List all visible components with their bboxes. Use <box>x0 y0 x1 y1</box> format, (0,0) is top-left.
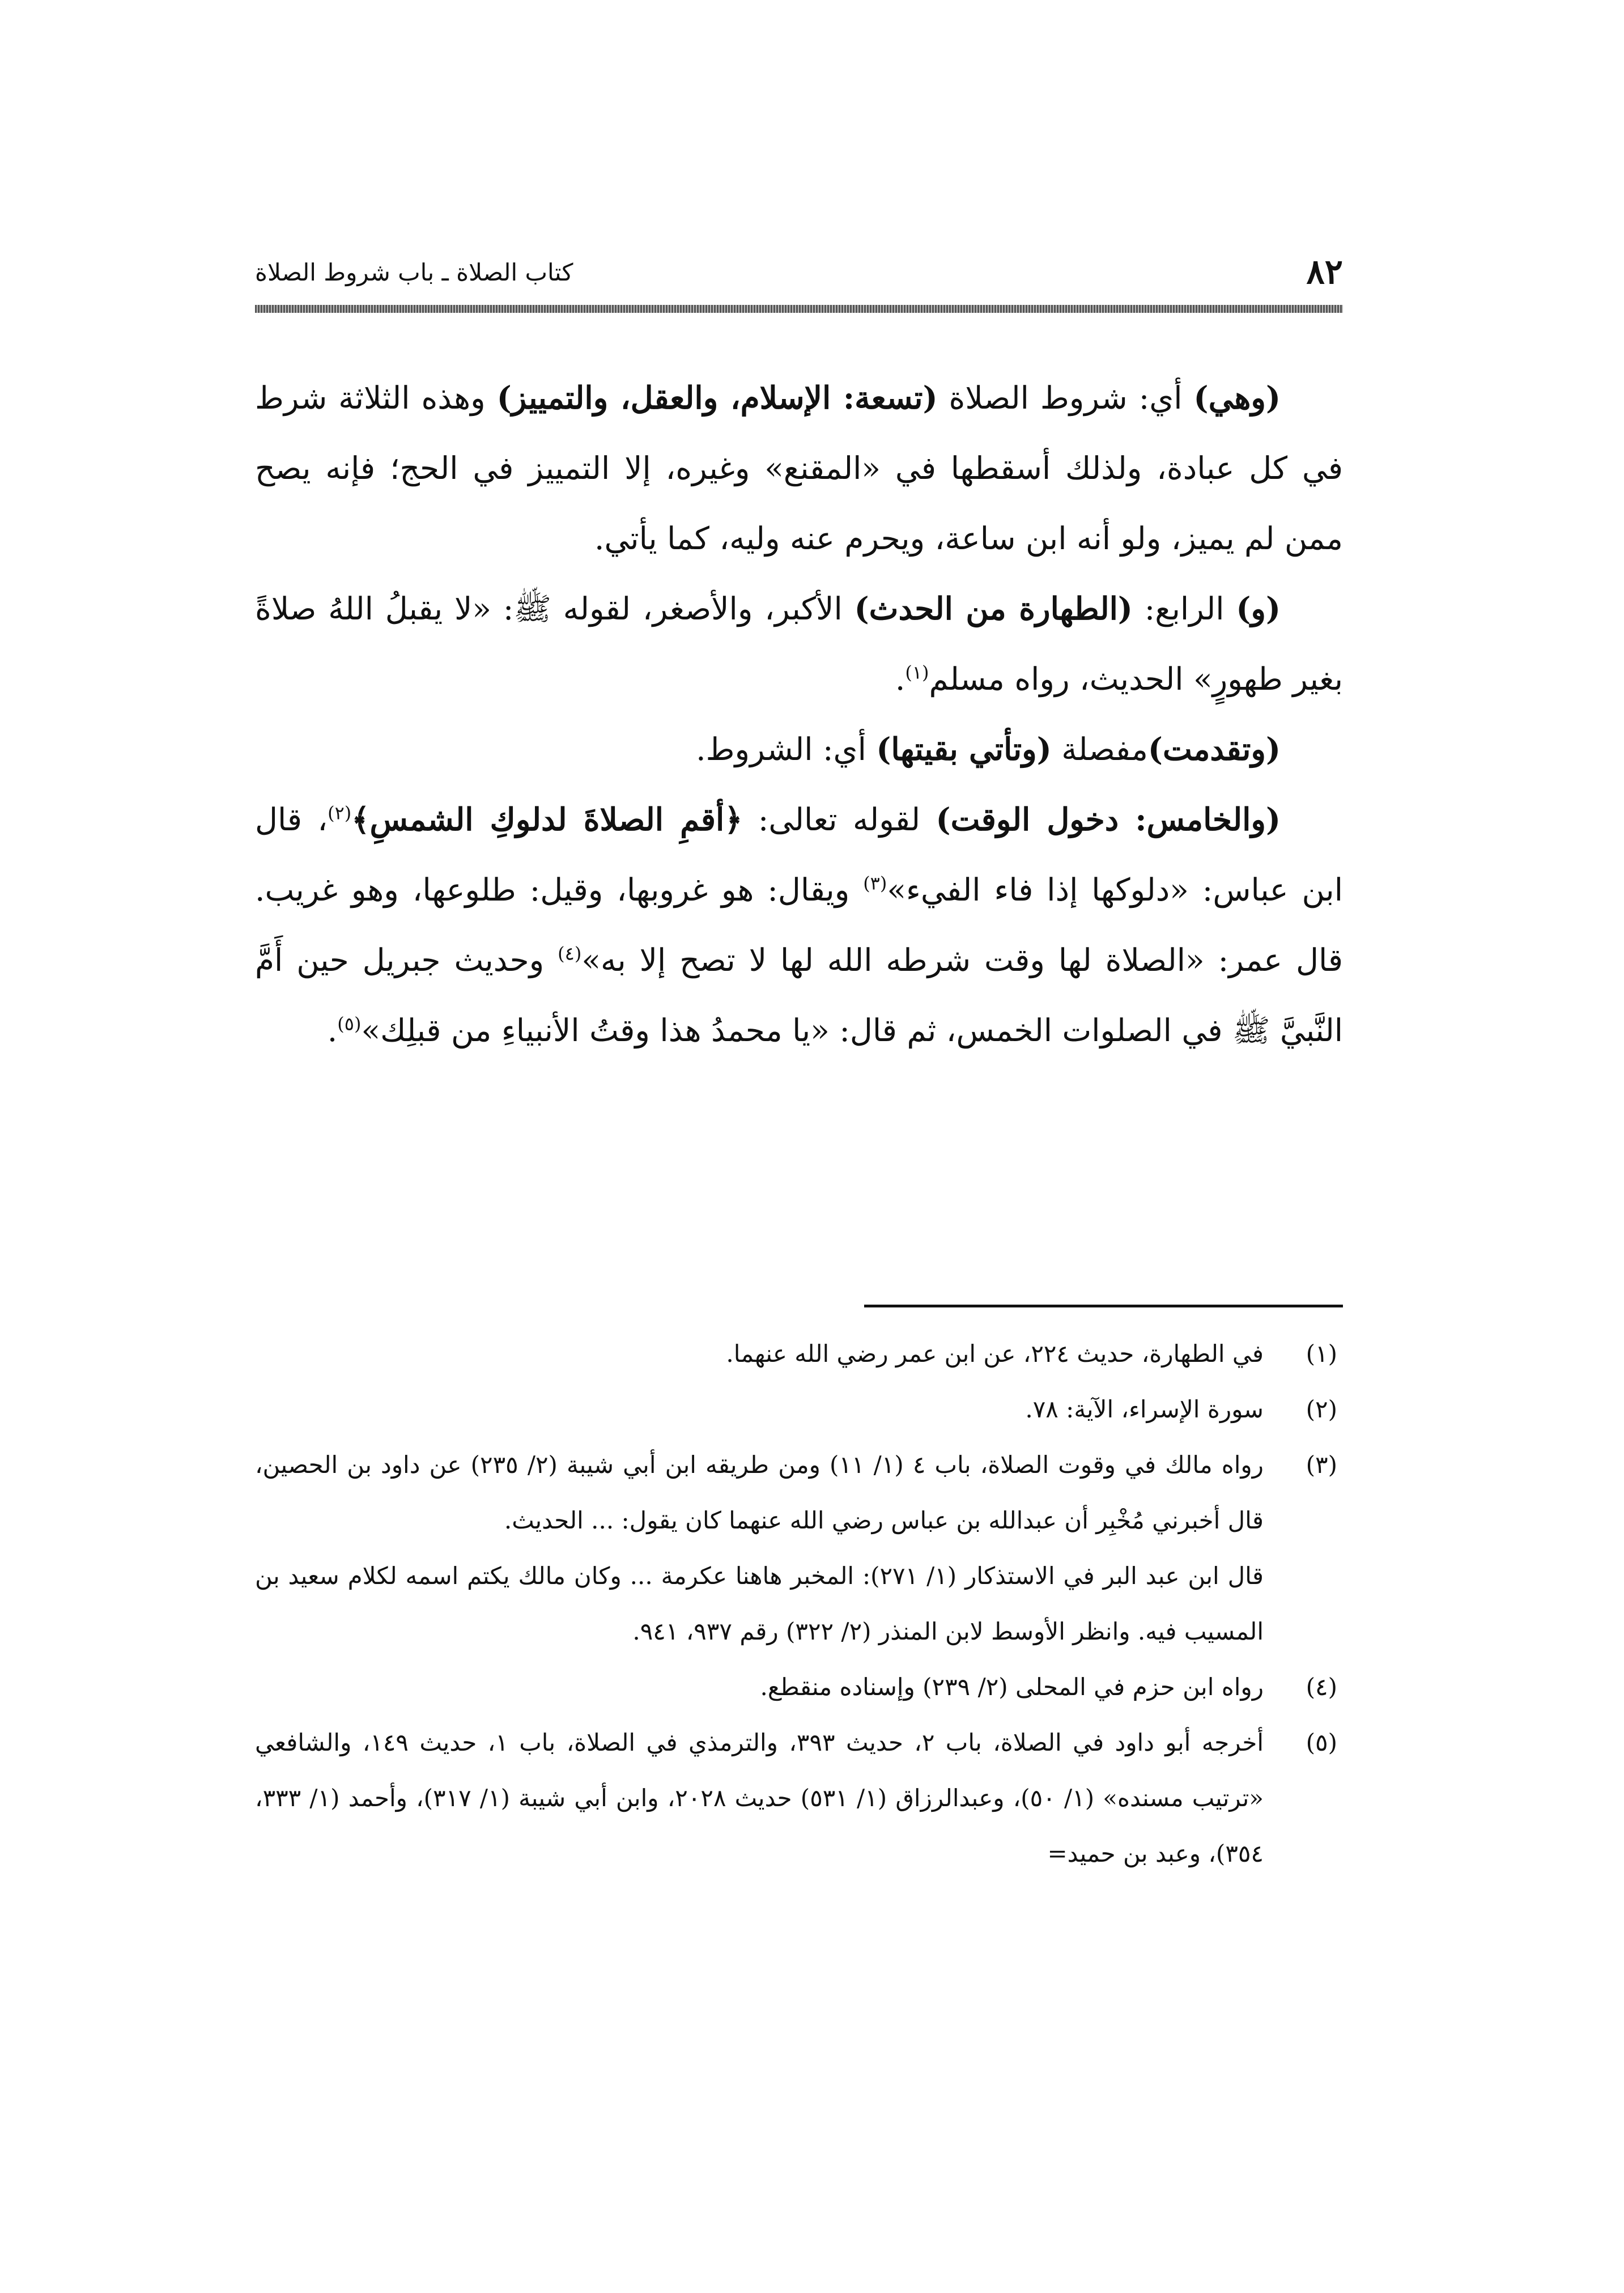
footnote-number: (٥) <box>1306 1729 1337 1756</box>
footnote-ref: (٤) <box>558 942 582 965</box>
text-run: وهذه الثلاثة شرط في كل عبادة، ولذلك أسقطها في «المقنع» وغيره، إلا التمييز في الحج؛ فإنه يصح ممن لم يميز، ولو أنه ابن ساعة، ويحرم عنه وليه، كما يأتي. <box>255 380 1343 557</box>
footnote-ref: (١) <box>905 661 929 683</box>
footnote-ref: (٢) <box>328 802 352 824</box>
text-run: الرابع: <box>1132 591 1236 627</box>
text-run: مفصلة <box>1051 731 1148 767</box>
bold-term: (وتأتي بقيتها) <box>876 731 1052 767</box>
text-run: . <box>327 1012 338 1048</box>
footnote-item <box>255 1715 1343 1882</box>
page-header <box>255 249 1343 295</box>
footnote-paragraph: سورة الإسراء، الآية: ٧٨. <box>1025 1395 1264 1423</box>
footnote-text <box>255 1326 1264 1382</box>
text-run: أي: شروط الصلاة <box>937 380 1194 416</box>
footnote-item <box>255 1326 1343 1382</box>
footnote-number: (٤) <box>1306 1673 1337 1701</box>
main-text <box>255 363 1343 1065</box>
footnote-ref: (٣) <box>863 872 887 894</box>
paragraph-fifth <box>255 784 1343 1065</box>
footnote-separator <box>864 1305 1343 1307</box>
footnote-ref: (٥) <box>337 1013 362 1035</box>
footnote-paragraph: رواه ابن حزم في المحلى (٢/ ٢٣٩) وإسناده منقطع. <box>760 1673 1264 1701</box>
footnote-text <box>255 1437 1264 1659</box>
paragraph-previous <box>255 714 1343 784</box>
footnote-paragraph: رواه مالك في وقوت الصلاة، باب ٤ (١/ ١١) ومن طريقه ابن أبي شيبة (٢/ ٢٣٥) عن داود بن الحصين، قال أخبرني مُخْبِر أن عبدالله بن عباس رضي الله عنهما كان يقول: ... الحديث. <box>255 1451 1264 1534</box>
footnotes <box>255 1326 1343 1882</box>
footnote-number: (٣) <box>1306 1451 1337 1479</box>
footnote-text <box>255 1659 1264 1715</box>
text-run: الأكبر، والأصغر، لقوله ﷺ: «لا يقبلُ اللهُ صلاةً بغير طهورٍ» الحديث، رواه مسلم <box>255 591 1343 697</box>
bold-term: (وتقدمت) <box>1147 731 1281 767</box>
bold-term: (و) <box>1236 590 1281 627</box>
bold-term: (والخامس: دخول الوقت) <box>936 801 1281 838</box>
footnote-text <box>255 1382 1264 1437</box>
footnote-item <box>255 1437 1343 1659</box>
text-run: . <box>895 661 905 697</box>
paragraph-fourth <box>255 574 1343 714</box>
bold-term: ﴿أقمِ الصلاةَ لدلوكِ الشمسِ﴾ <box>351 801 743 838</box>
running-title: كتاب الصلاة ـ باب شروط الصلاة <box>255 258 573 286</box>
footnote-text <box>255 1715 1264 1882</box>
bold-term: (وهي) <box>1193 379 1281 416</box>
header-rule <box>255 305 1343 313</box>
footnote-item <box>255 1382 1343 1437</box>
footnote-paragraph: أخرجه أبو داود في الصلاة، باب ٢، حديث ٣٩٣، والترمذي في الصلاة، باب ١، حديث ١٤٩، والشافعي «ترتيب مسنده» (١/ ٥٠)، وعبدالرزاق (١/ ٥٣١) حديث ٢٠٢٨، وابن أبي شيبة (١/ ٣١٧)، وأحمد (١/ ٣٣٣، ٣٥٤)، وعبد بن حميد= <box>255 1729 1264 1867</box>
paragraph-conditions <box>255 363 1343 574</box>
footnote-number: (١) <box>1306 1340 1337 1368</box>
page-number: ٨٢ <box>1306 252 1343 292</box>
text-run: ويقال: هو غروبها، وقيل: طلوعها، وهو غريب. قال عمر: «الصلاة لها وقت شرطه الله لها لا تصح إلا به» <box>255 872 1343 978</box>
text-run: لقوله تعالى: <box>742 801 936 838</box>
footnote-paragraph: قال ابن عبد البر في الاستذكار (١/ ٢٧١): المخبر هاهنا عكرمة ... وكان مالك يكتم اسمه لكلام سعيد بن المسيب فيه. وانظر الأوسط لابن المنذر (٢/ ٣٢٢) رقم ٩٣٧، ٩٤١. <box>255 1562 1264 1645</box>
bold-term: (الطهارة من الحدث) <box>854 590 1133 627</box>
text-run: وحديث جبريل حين أَمَّ النَّبيَّ ﷺ في الصلوات الخمس، ثم قال: «يا محمدُ هذا وقتُ الأنبياءِ من قبلِك» <box>255 942 1343 1048</box>
footnote-number: (٢) <box>1306 1395 1337 1423</box>
footnote-item <box>255 1659 1343 1715</box>
text-run: أي: الشروط. <box>696 731 877 767</box>
bold-term: (تسعة: الإسلام، والعقل، والتمييز) <box>496 379 938 416</box>
footnote-paragraph: في الطهارة، حديث ٢٢٤، عن ابن عمر رضي الله عنهما. <box>726 1340 1264 1368</box>
text-run: ، قال ابن عباس: «دلوكها إذا فاء الفيء» <box>255 801 1343 908</box>
